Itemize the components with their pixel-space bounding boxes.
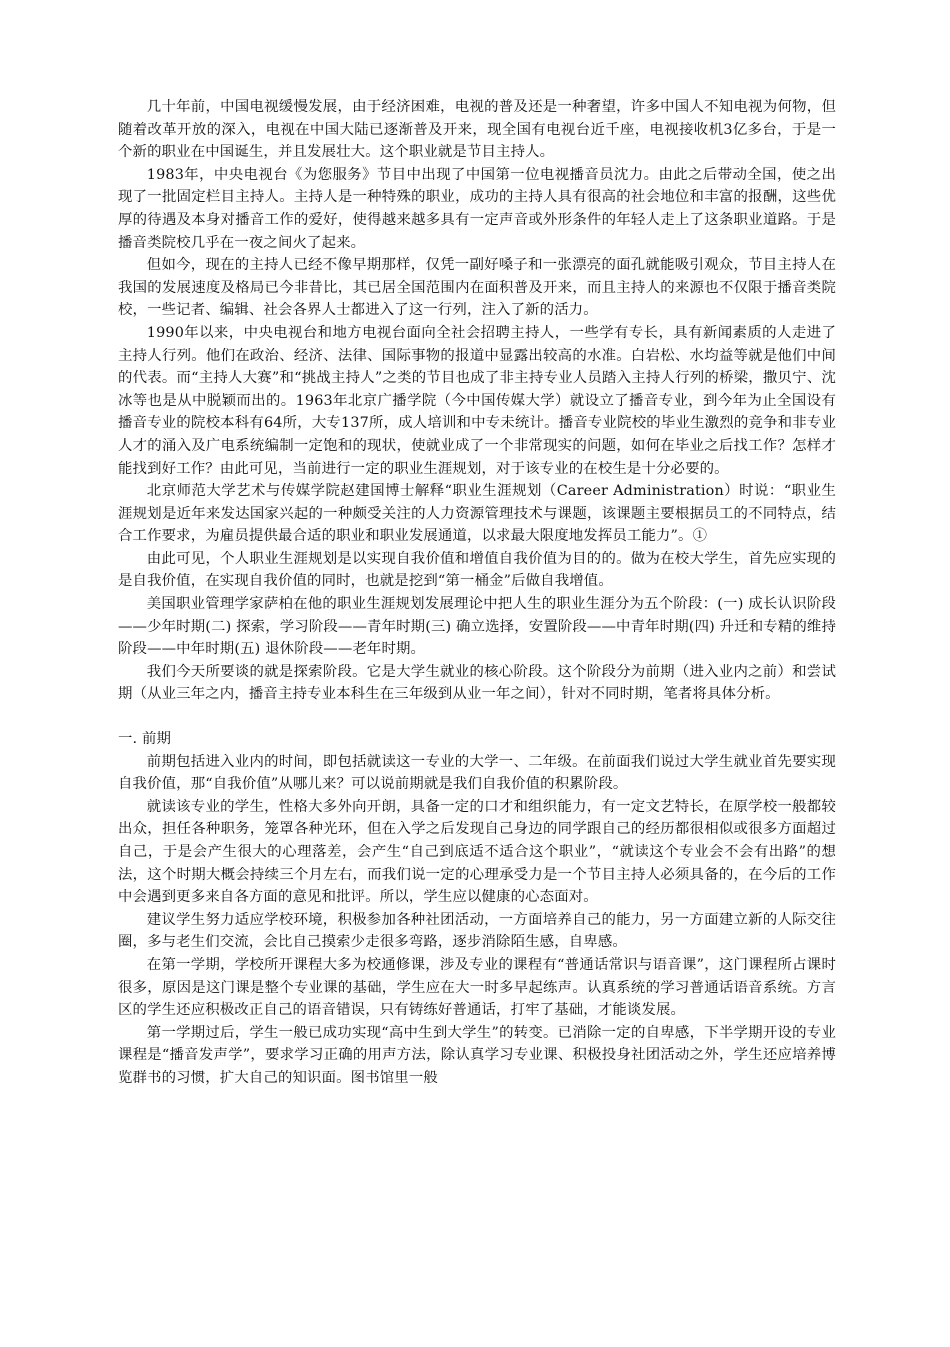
paragraph-1983: 1983年，中央电视台《为您服务》节目中出现了中国第一位电视播音员沈力。由此之后带动全国，使之出现了一批固定栏目主持人。主持人是一种特殊的职业，成功的主持人具有很高的社会地位和丰富的报酬，这些优厚的待遇及本身对播音工作的爱好，使得越来越多具有一定声音或外形条件的年轻人走上了这条职业道路。于是播音类院校几乎在一夜之间火了起来。 [118, 166, 836, 251]
document-page [118, 96, 836, 1090]
paragraph-exploration: 我们今天所要谈的就是探索阶段。它是大学生就业的核心阶段。这个阶段分为前期（进入业内之前）和尝试期（从业三年之内，播音主持专业本科生在三年级到从业一年之间），针对不同时期，笔者将具体分析。 [118, 663, 836, 703]
paragraph-after-first-semester: 第一学期过后，学生一般已成功实现“高中生到大学生”的转变。已消除一定的自卑感，下半学期开设的专业课程是“播音发声学”，要求学习正确的用声方法，除认真学习专业课、积极投身社团活动之外，学生还应培养博览群书的习惯，扩大自己的知识面。图书馆里一般 [118, 1024, 836, 1086]
paragraph-intro: 几十年前，中国电视缓慢发展，由于经济困难，电视的普及还是一种奢望，许多中国人不知电视为何物，但随着改革开放的深入，电视在中国大陆已逐渐普及开来，现全国有电视台近千座，电视接收机3亿多台，于是一个新的职业在中国诞生，并且发展壮大。这个职业就是节目主持人。 [118, 99, 836, 161]
paragraph-career-definition: 北京师范大学艺术与传媒学院赵建国博士解释“职业生涯规划（Career Administration）时说：“职业生涯规划是近年来发达国家兴起的一种颇受关注的人力资源管理技术与课题，该课题主要根据员工的不同特点，结合工作要求，为雇员提供最合适的职业和职业发展通道，以求最大限度地发挥员工能力”。① [118, 483, 836, 545]
paragraph-first-semester: 在第一学期，学校所开课程大多为校通修课，涉及专业的课程有“普通话常识与语音课”，这门课程所占课时很多，原因是这门课是整个专业课的基础，学生应在大一时多早起练声。认真系统的学习普通话语音系统。方言区的学生还应积极改正自己的语音错误，只有铸练好普通话，打牢了基础，才能谈发展。 [118, 956, 836, 1019]
paragraph-five-stages: 美国职业管理学家萨柏在他的职业生涯规划发展理论中把人生的职业生涯分为五个阶段：(一) 成长认识阶段——少年时期(二) 探索，学习阶段——青年时期(三) 确立选择，安置阶段——中青年时期(四) 升迁和专精的维持阶段——中年时期(五) 退休阶段——老年时期。 [118, 596, 836, 658]
paragraph-advice: 建议学生努力适应学校环境，积极参加各种社团活动，一方面培养自己的能力，另一方面建立新的人际交往圈，多与老生们交流，会比自己摸索少走很多弯路，逐步消除陌生感，自卑感。 [118, 911, 836, 951]
paragraph-students: 就读该专业的学生，性格大多外向开朗，具备一定的口才和组织能力，有一定文艺特长，在原学校一般都较出众，担任各种职务，笼罩各种光环，但在入学之后发现自己身边的同学跟自己的经历都很相似或很多方面超过自己，于是会产生很大的心理落差，会产生“自己到底适不适合这个职业”，“就读这个专业会不会有出路”的想法，这个时期大概会持续三个月左右，而我们说一定的心理承受力是一个节目主持人必须具备的，在今后的工作中会遇到更多来自各方面的意见和批评。所以，学生应以健康的心态面对。 [118, 798, 836, 906]
paragraph-1990: 1990年以来，中央电视台和地方电视台面向全社会招聘主持人，一些学有专长，具有新闻素质的人走进了主持人行列。他们在政治、经济、法律、国际事物的报道中显露出较高的水准。白岩松、水均益等就是他们中间的代表。而“主持人大赛”和“挑战主持人”之类的节目也成了非主持专业人员踏入主持人行列的桥梁，撒贝宁、沈冰等也是从中脱颖而出的。1963年北京广播学院（今中国传媒大学）就设立了播音专业，到今年为止全国设有播音专业的院校本科有64所，大专137所，成人培训和中专未统计。播音专业院校的毕业生激烈的竞争和非专业人才的涌入及广电系统编制一定饱和的现状，使就业成了一个非常现实的问题，如何在毕业之后找工作？怎样才能找到好工作？由此可见，当前进行一定的职业生涯规划，对于该专业的在校生是十分必要的。 [118, 324, 836, 477]
section-heading: 一. 前期 [118, 731, 172, 748]
paragraph-nowadays: 但如今，现在的主持人已经不像早期那样，仅凭一副好嗓子和一张漂亮的面孔就能吸引观众，节目主持人在我国的发展速度及格局已今非昔比，其已居全国范围内在面积普及开来，而且主持人的来源也不仅限于播音类院校，一些记者、编辑、社会各界人士都进入了这一行列，注入了新的活力。 [118, 257, 836, 319]
paragraph-self-value: 由此可见，个人职业生涯规划是以实现自我价值和增值自我价值为目的的。做为在校大学生，首先应实现的是自我价值，在实现自我价值的同时，也就是挖到“第一桶金”后做自我增值。 [118, 550, 836, 590]
paragraph-early-period: 前期包括进入业内的时间，即包括就读这一专业的大学一、二年级。在前面我们说过大学生就业首先要实现自我价值，那“自我价值”从哪儿来？可以说前期就是我们自我价值的积累阶段。 [118, 753, 836, 793]
